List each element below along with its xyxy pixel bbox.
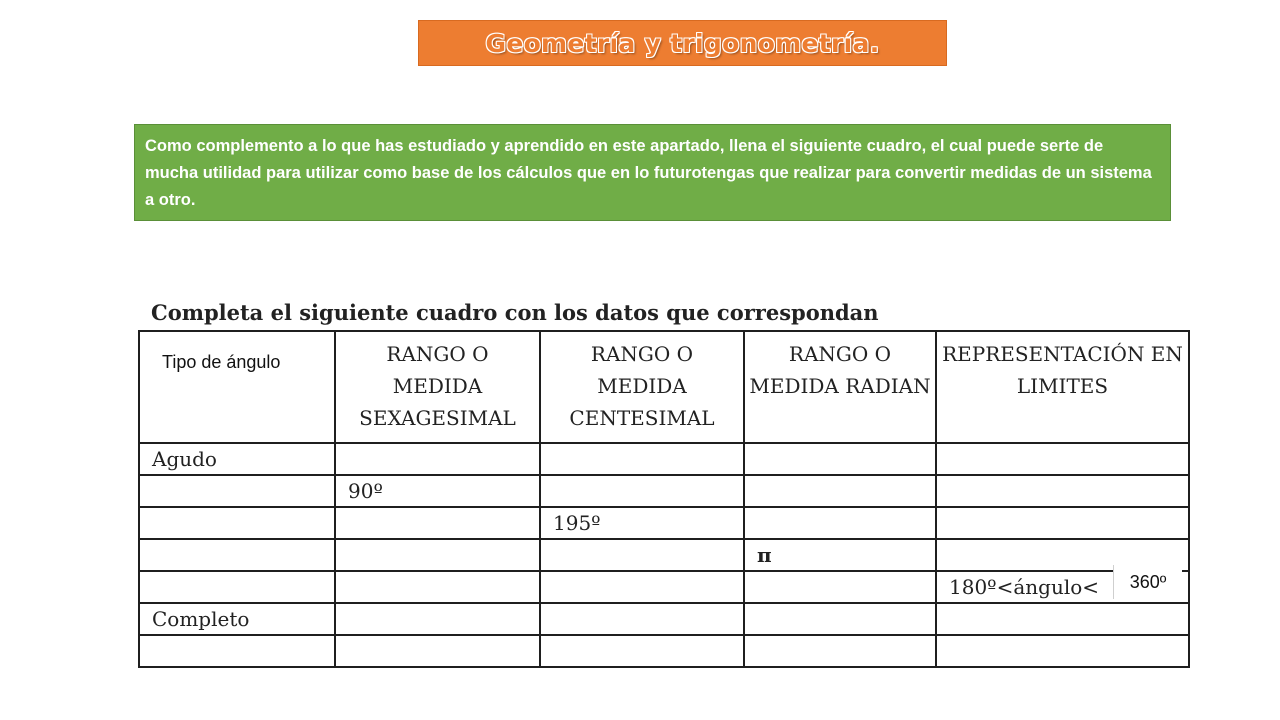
angle-table xyxy=(138,330,1190,668)
cell-limits xyxy=(936,603,1189,635)
table-row xyxy=(139,507,1189,539)
cell-radian: π xyxy=(744,539,936,571)
table-row xyxy=(139,539,1189,571)
cell-centesimal xyxy=(540,635,744,667)
table-row xyxy=(139,635,1189,667)
cell-centesimal xyxy=(540,571,744,603)
title-banner xyxy=(418,20,947,66)
cell-type: Agudo xyxy=(139,443,335,475)
cell-centesimal: 195º xyxy=(540,507,744,539)
cell-sexagesimal xyxy=(335,571,540,603)
cell-radian xyxy=(744,603,936,635)
table-caption: Completa el siguiente cuadro con los datos que correspondan xyxy=(151,300,879,325)
table-row xyxy=(139,443,1189,475)
cell-centesimal xyxy=(540,475,744,507)
cell-radian xyxy=(744,571,936,603)
table-row xyxy=(139,571,1189,603)
cell-sexagesimal xyxy=(335,603,540,635)
table-row xyxy=(139,603,1189,635)
cell-limits xyxy=(936,443,1189,475)
cell-type: Completo xyxy=(139,603,335,635)
cell-type xyxy=(139,507,335,539)
cell-radian xyxy=(744,475,936,507)
intro-text: Como complemento a lo que has estudiado y aprendido en este apartado, llena el siguiente cuadro, el cual puede serte de mucha utilidad para utilizar como base de los cálculos que en lo futurotengas que realizar para convertir medidas de un sistema a otro. xyxy=(145,137,1152,209)
cell-centesimal xyxy=(540,443,744,475)
page-title: Geometría y trigonometría. xyxy=(485,28,880,58)
cell-limits xyxy=(936,475,1189,507)
cell-sexagesimal: 90º xyxy=(335,475,540,507)
cell-limits xyxy=(936,507,1189,539)
header-radian: RANGO O MEDIDA RADIAN xyxy=(744,331,936,443)
cell-limits: 180º<ángulo< xyxy=(936,571,1189,603)
table-header-row xyxy=(139,331,1189,443)
overlay-360-textbox xyxy=(1113,565,1182,599)
cell-radian xyxy=(744,443,936,475)
intro-text-box xyxy=(134,124,1171,221)
cell-type xyxy=(139,635,335,667)
overlay-value: 360º xyxy=(1129,571,1167,592)
header-centesimal: RANGO O MEDIDA CENTESIMAL xyxy=(540,331,744,443)
cell-sexagesimal xyxy=(335,539,540,571)
cell-type xyxy=(139,571,335,603)
cell-sexagesimal xyxy=(335,507,540,539)
cell-sexagesimal xyxy=(335,443,540,475)
cell-limits xyxy=(936,635,1189,667)
table-row xyxy=(139,475,1189,507)
cell-radian xyxy=(744,635,936,667)
header-type: Tipo de ángulo xyxy=(139,331,335,443)
cell-sexagesimal xyxy=(335,635,540,667)
cell-type xyxy=(139,539,335,571)
cell-radian xyxy=(744,507,936,539)
cell-centesimal xyxy=(540,603,744,635)
header-sexagesimal: RANGO O MEDIDA SEXAGESIMAL xyxy=(335,331,540,443)
header-limits: REPRESENTACIÓN EN LIMITES xyxy=(936,331,1189,443)
cell-type xyxy=(139,475,335,507)
cell-centesimal xyxy=(540,539,744,571)
